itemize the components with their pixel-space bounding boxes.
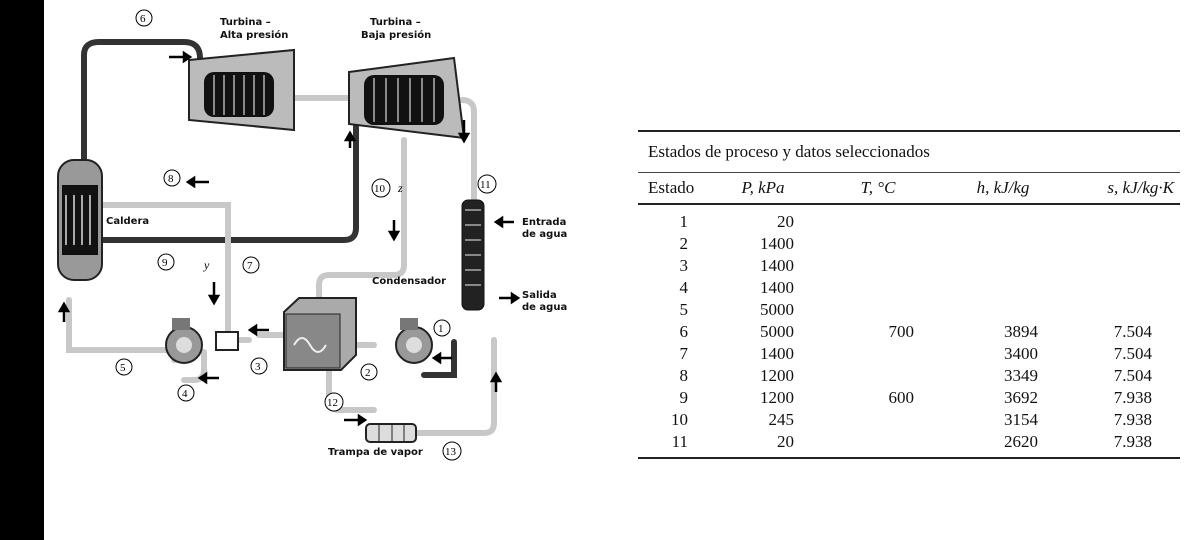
state-5: 5: [120, 362, 126, 374]
table-cell: [914, 277, 1038, 299]
cycle-diagram: [44, 0, 584, 480]
header-pressure: P, kPa: [741, 178, 785, 197]
table-cell: 6: [679, 322, 688, 341]
table-row: [638, 321, 1180, 343]
table-cell: 7: [679, 344, 688, 363]
state-10: 10: [374, 183, 385, 195]
state-2: 2: [365, 367, 371, 379]
light-pipes: [69, 98, 494, 433]
lp-turbine-label-1: Turbina –: [370, 17, 421, 28]
table-cell: 245: [768, 410, 794, 429]
table-cell: 7.504: [1113, 344, 1152, 363]
table-cell: 20: [777, 432, 794, 451]
state-4: 4: [182, 388, 188, 400]
table-cell: 5: [679, 300, 688, 319]
lp-turbine-label-2: Baja presión: [361, 30, 432, 41]
table-cell: [794, 409, 914, 431]
table-cell: 1400: [760, 256, 794, 275]
table-cell: [794, 277, 914, 299]
header-enthalpy: h, kJ/kg: [976, 178, 1030, 197]
table-cell: 1400: [760, 234, 794, 253]
steam-trap: [366, 424, 416, 442]
state-9: 9: [162, 257, 168, 269]
table-cell: [794, 431, 914, 453]
header-entropy: s, kJ/kg·K: [1107, 178, 1174, 197]
table-row: [638, 387, 1180, 409]
table-row: [638, 431, 1180, 453]
table-cell: [1038, 211, 1160, 233]
table-cell: 5000: [760, 322, 794, 341]
table-cell: 3400: [1004, 344, 1038, 363]
state-3: 3: [255, 361, 261, 373]
condenser-label: Condensador: [372, 276, 447, 287]
condenser: [284, 298, 356, 370]
boiler: [58, 160, 102, 280]
table-row: [638, 211, 1180, 233]
table-title: Estados de proceso y datos seleccionados: [648, 142, 930, 161]
table-cell: 20: [777, 212, 794, 231]
table-cell: [794, 365, 914, 387]
pump-left: [166, 318, 202, 363]
table-cell: [794, 233, 914, 255]
header-estado: Estado: [648, 178, 695, 197]
table-cell: 10: [671, 410, 688, 429]
table-cell: 1400: [760, 278, 794, 297]
state-13: 13: [445, 446, 456, 458]
table-cell: 1400: [760, 344, 794, 363]
table-cell: 1200: [760, 366, 794, 385]
state-7: 7: [247, 260, 253, 272]
y-fraction-label: y: [204, 258, 210, 272]
left-black-bar: [0, 0, 44, 540]
boiler-label: Caldera: [106, 216, 150, 227]
table-body: [638, 205, 1180, 453]
table-row: [638, 343, 1180, 365]
table-cell: 3154: [1004, 410, 1038, 429]
table-cell: 8: [679, 366, 688, 385]
table-cell: 3894: [1004, 322, 1038, 341]
water-in-label-2: de agua: [522, 229, 568, 240]
table-cell: 11: [671, 432, 688, 451]
table-cell: 3692: [1004, 388, 1038, 407]
table-row: [638, 299, 1180, 321]
state-11: 11: [480, 179, 491, 191]
pump-right: [396, 318, 432, 363]
table-cell: 7.938: [1113, 432, 1152, 451]
table-cell: 9: [679, 388, 688, 407]
hp-turbine-label-2: Alta presión: [220, 30, 289, 41]
z-fraction-label: z: [398, 181, 403, 195]
lp-turbine: [349, 58, 464, 138]
table-cell: [1038, 233, 1160, 255]
table-cell: [794, 343, 914, 365]
water-out-label-1: Salida: [522, 290, 557, 301]
hp-turbine-label-1: Turbina –: [220, 17, 271, 28]
table-header-row: [638, 173, 1180, 205]
table-top-rule: [638, 130, 1180, 132]
table-cell: 7.938: [1113, 410, 1152, 429]
table-cell: 2: [679, 234, 688, 253]
table-row: [638, 233, 1180, 255]
steam-trap-label: Trampa de vapor: [328, 447, 423, 458]
table-cell: 5000: [760, 300, 794, 319]
table-cell: [1038, 299, 1160, 321]
state-6: 6: [140, 13, 146, 25]
state-12: 12: [327, 397, 338, 409]
state-8: 8: [168, 173, 174, 185]
hp-turbine: [189, 50, 294, 130]
water-in-label-1: Entrada: [522, 217, 567, 228]
table-cell: 1200: [760, 388, 794, 407]
table-cell: 4: [679, 278, 688, 297]
table-cell: 7.504: [1113, 322, 1152, 341]
table-cell: [914, 299, 1038, 321]
table-bottom-rule: [638, 457, 1180, 459]
process-states-table: [638, 130, 1180, 459]
state-1: 1: [438, 323, 444, 335]
table-cell: 3: [679, 256, 688, 275]
table-cell: [914, 211, 1038, 233]
table-cell: [794, 299, 914, 321]
table-cell: 1: [679, 212, 688, 231]
table-cell: [794, 211, 914, 233]
table-cell: 7.938: [1113, 388, 1152, 407]
header-temperature: T, °C: [860, 178, 896, 197]
mixing-chamber: [216, 332, 238, 350]
table-cell: [914, 233, 1038, 255]
table-cell: [794, 255, 914, 277]
table-row: [638, 255, 1180, 277]
table-cell: 2620: [1004, 432, 1038, 451]
table-cell: [914, 255, 1038, 277]
table-row: [638, 409, 1180, 431]
table-cell: 600: [888, 388, 914, 407]
table-cell: 7.504: [1113, 366, 1152, 385]
table-cell: [1038, 255, 1160, 277]
table-cell: 3349: [1004, 366, 1038, 385]
table-cell: 700: [888, 322, 914, 341]
table-cell: [1038, 277, 1160, 299]
table-row: [638, 365, 1180, 387]
water-out-label-2: de agua: [522, 302, 568, 313]
water-heat-exchanger: [462, 200, 484, 310]
table-row: [638, 277, 1180, 299]
